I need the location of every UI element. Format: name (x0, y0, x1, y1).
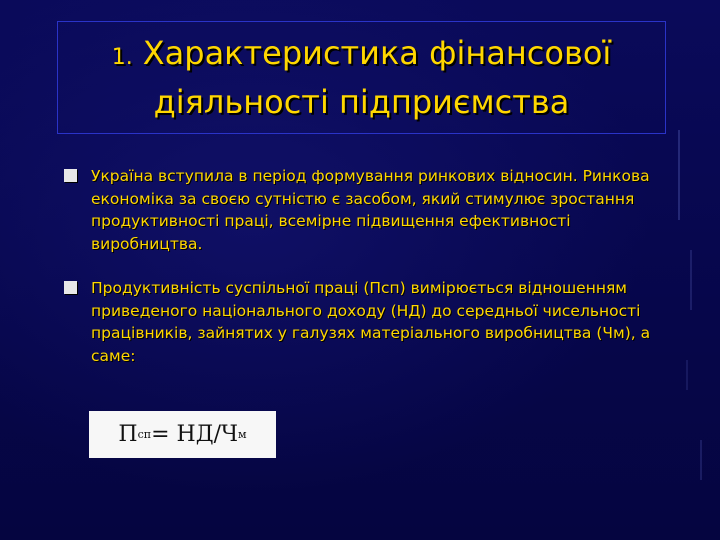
bullet-list (64, 165, 684, 367)
formula-rhs-subscript: м (238, 428, 247, 441)
decorative-line (686, 360, 688, 390)
formula-lhs: П (118, 422, 138, 447)
title-text-1: Характеристика фінансової (142, 34, 612, 72)
bullet-text: Продуктивність суспільної праці (Псп) вимірюється відношенням приведеного національного доходу (НД) до середньої чисельності працівників, зайнятих у галузях матеріального виробництва (Чм), а саме: (91, 279, 651, 365)
bullet-item (64, 165, 684, 255)
decorative-line (700, 440, 702, 480)
square-bullet-icon (64, 281, 77, 294)
formula-image (89, 411, 276, 458)
title-line-1 (112, 31, 612, 80)
bullet-text: Україна вступила в період формування ринкових відносин. Ринкова економіка за своєю сутністю є засобом, який стимулює зростання продуктивності праці, всемірне підвищення ефективності виробництва. (91, 167, 650, 253)
formula-rhs: = НД/Ч (151, 422, 239, 447)
decorative-line (690, 250, 692, 310)
bullet-item (64, 277, 684, 367)
title-box (57, 21, 666, 134)
title-number: 1. (111, 45, 133, 70)
title-line-2: діяльності підприємства (153, 83, 570, 121)
formula-lhs-subscript: сп (137, 428, 152, 441)
square-bullet-icon (64, 169, 77, 182)
